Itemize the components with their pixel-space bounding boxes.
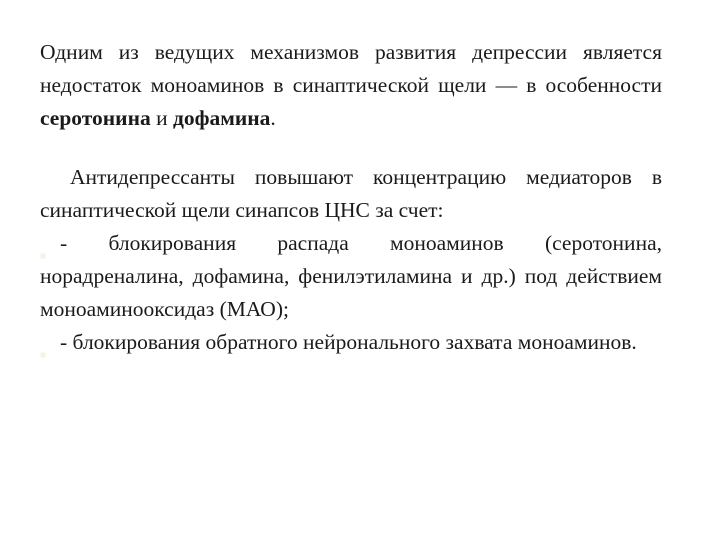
bullet-text-2: - блокирования обратного нейронального захвата моноаминов. (60, 330, 637, 354)
antidepressants-text: Антидепрессанты повышают концентрацию медиаторов в синаптической щели синапсов ЦНС за счет: (40, 165, 662, 222)
bullet-item-2 (40, 326, 662, 362)
serotonin-term: серотонина (40, 106, 151, 130)
slide-content (40, 36, 662, 362)
bullet-text-1: - блокирования распада моноаминов (серотонина, норадреналина, дофамина, фенилэтиламина и др.) под действием моноаминооксидаз (МАО); (40, 231, 662, 321)
intro-text: Одним из ведущих механизмов развития депрессии является недостаток моноаминов в синаптической щели — в особенности (40, 40, 662, 97)
bullet-square-icon: ■ (40, 251, 47, 263)
and-text: и (150, 106, 173, 130)
period-text: . (270, 106, 276, 130)
bullet-item-1 (40, 227, 662, 326)
bullet-square-icon: ■ (40, 350, 47, 362)
antidepressants-paragraph (40, 161, 662, 227)
intro-paragraph (40, 36, 662, 135)
dopamine-term: дофамина (172, 106, 271, 130)
